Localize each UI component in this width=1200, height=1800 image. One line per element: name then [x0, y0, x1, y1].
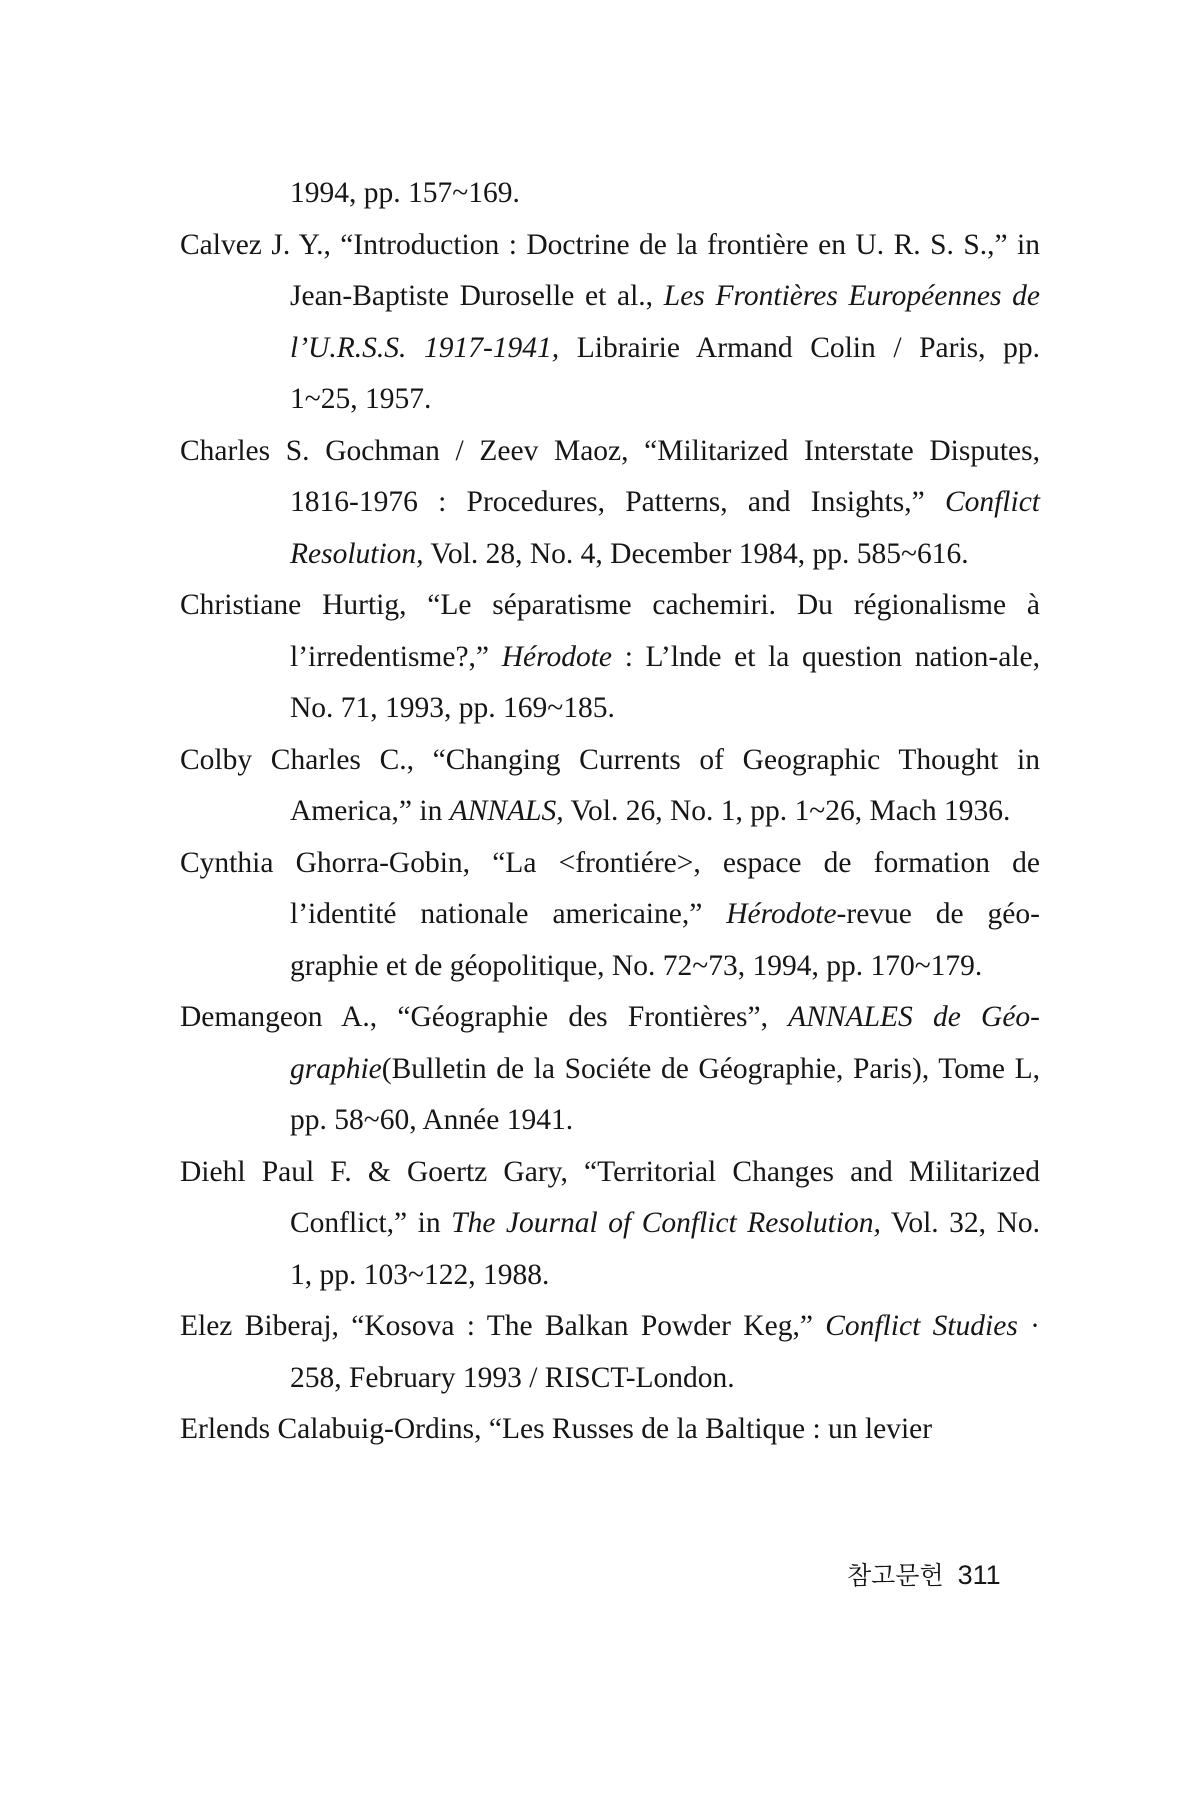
entry-text: Charles S. Gochman / Zeev Maoz, “Militarized Interstate Disputes, 1816-1976 : Procedures, Patterns, and Insights,” [180, 434, 1040, 518]
bibliography-entry [180, 580, 1040, 735]
entry-title-italic: Hérodote [501, 640, 613, 673]
bibliography-entry [180, 1404, 1040, 1456]
entry-title-italic: Conflict Resolution, [290, 486, 1040, 570]
entry-title-italic: The Journal of Conflict Resolution, [451, 1207, 881, 1239]
page-number: 311 [957, 1560, 1001, 1590]
entry-title-italic: Hérodote [726, 898, 837, 930]
entry-text: · 258, February 1993 / RISCT-London. [290, 1310, 1040, 1394]
entry-text: Vol. 26, No. 1, pp. 1~26, Mach 1936. [563, 795, 1011, 827]
running-footer-section: 참고문헌 [847, 1561, 944, 1590]
entry-text: Calvez J. Y., “Introduction : Doctrine de la frontière en U. R. S. S.,” in Jean-Baptiste Duroselle et al., [180, 228, 1040, 312]
entry-text: Diehl Paul F. & Goertz Gary, “Territorial Changes and Militarized Conflict,” in [180, 1155, 1040, 1239]
bibliography-entry [180, 1147, 1040, 1302]
bibliography-page [180, 168, 1040, 1456]
entry-text: Christiane Hurtig, “Le séparatisme cachemiri. Du régionalisme à l’irredentisme?,” [180, 589, 1040, 673]
page-footer [847, 1556, 1001, 1592]
entry-text: Elez Biberaj, “Kosova : The Balkan Powder Keg,” [180, 1310, 826, 1342]
entry-title-italic: ANNALES de Géo-graphie [290, 1001, 1040, 1085]
bibliography-entry [180, 992, 1040, 1147]
entry-title-italic: Conflict Studies [825, 1310, 1018, 1342]
entry-text: Colby Charles C., “Changing Currents of Geographic Thought in America,” in [180, 743, 1040, 827]
entry-text: Demangeon A., “Géographie des Frontières”, [180, 1001, 789, 1033]
entry-title-italic: Les Frontières Européennes de l’U.R.S.S. 1917-1941, [290, 280, 1040, 364]
entry-text: Librairie Armand Colin / Paris, pp. 1~25, 1957. [290, 331, 1041, 415]
bibliography-entry [180, 735, 1040, 838]
entry-text: Vol. 28, No. 4, December 1984, pp. 585~616. [423, 537, 969, 570]
bibliography-entry [180, 220, 1040, 426]
entry-text: Cynthia Ghorra-Gobin, “La <frontiére>, espace de formation de l’identité nationale americaine,” [180, 846, 1040, 930]
bibliography-entry [180, 838, 1040, 993]
entry-text: -revue de géo-graphie et de géopolitique, No. 72~73, 1994, pp. 170~179. [290, 898, 1040, 982]
entry-text: Vol. 32, No. 1, pp. 103~122, 1988. [290, 1207, 1041, 1291]
entry-title-italic: ANNALS, [449, 795, 564, 827]
bibliography-entry-continuation: 1994, pp. 157~169. [290, 177, 520, 209]
bibliography-entry [180, 1301, 1040, 1404]
bibliography-entries [180, 220, 1040, 1456]
bibliography-entry [180, 426, 1040, 581]
entry-text: : L’lnde et la question nation-ale, No. 71, 1993, pp. 169~185. [290, 640, 1041, 724]
entry-text: Erlends Calabuig-Ordins, “Les Russes de la Baltique : un levier [180, 1413, 933, 1445]
entry-text: (Bulletin de la Sociéte de Géographie, Paris), Tome L, pp. 58~60, Année 1941. [290, 1052, 1040, 1136]
